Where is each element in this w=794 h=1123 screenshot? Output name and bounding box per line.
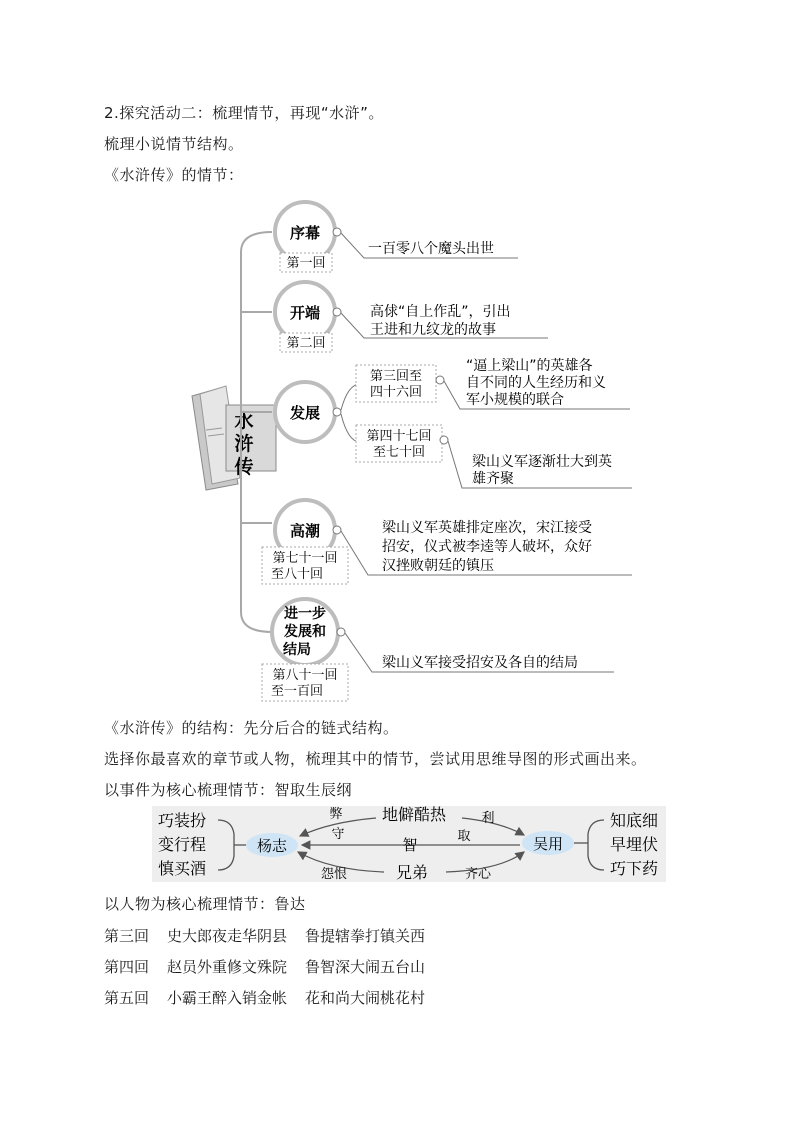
event-core-label: 以事件为核心梳理情节：智取生辰纲 — [104, 781, 353, 799]
stage-desc-line-2: 招安，仪式被李逵等人破坏，众好 — [382, 539, 592, 555]
chapter-row — [104, 956, 443, 977]
sub-chapter-line-1: 第三回至 — [369, 369, 423, 384]
book-title-char-3: 传 — [234, 456, 254, 478]
middle-right-label: 取 — [457, 829, 471, 844]
stage-chapter-line-1: 第八十一回 — [272, 668, 338, 683]
stage-name: 高潮 — [289, 522, 321, 540]
left-item: 变行程 — [158, 835, 207, 854]
bottom-left-label: 怨恨 — [320, 867, 348, 882]
book-title-char-1: 水 — [234, 410, 254, 432]
stage-chapter-line-1: 第七十一回 — [272, 551, 338, 566]
activity-heading: 2.探究活动二：梳理情节，再现“水浒”。 — [104, 104, 384, 122]
stage-name: 发展 — [289, 404, 321, 422]
sub-chapter-line-2: 四十六回 — [369, 385, 423, 400]
chapter-title-2: 鲁智深大闹五台山 — [305, 958, 426, 976]
chapter-title-2: 鲁提辖拳打镇关西 — [305, 927, 426, 945]
top-center-label: 地僻酷热 — [381, 805, 447, 824]
stage-chapter-line-2: 至一百回 — [270, 684, 324, 699]
chapter-title-1: 赵员外重修文殊院 — [167, 958, 288, 976]
sub-desc-line-2: 雄齐聚 — [472, 471, 514, 487]
stage-name: 开端 — [289, 304, 321, 322]
sub-chapter-line-1: 第四十七回 — [366, 429, 432, 444]
sub-desc-line-3: 军小规模的联合 — [466, 392, 564, 408]
sub-desc-line-1: 梁山义军逐渐壮大到英 — [472, 454, 612, 470]
chapter-number: 第三回 — [104, 927, 150, 945]
stage-name-line-3: 结局 — [283, 642, 311, 658]
stage-desc-line-1: 高俅“自上作乱”，引出 — [370, 304, 511, 320]
chapter-row — [104, 925, 443, 946]
stage-chapter: 第一回 — [286, 256, 326, 271]
stage-desc-line-2: 王进和九纹龙的故事 — [370, 322, 496, 338]
plot-label: 《水浒传》的情节： — [104, 166, 244, 184]
left-item: 巧装扮 — [158, 811, 207, 830]
chapter-title-1: 史大郎夜走华阴县 — [167, 927, 288, 945]
chapter-number: 第五回 — [104, 989, 150, 1007]
chapter-title-2: 花和尚大闹桃花村 — [305, 989, 426, 1007]
stage-desc: 梁山义军接受招安及各自的结局 — [382, 655, 578, 671]
sub-desc-line-2: 自不同的人生经历和义 — [466, 375, 606, 391]
right-node-label: 吴用 — [532, 835, 564, 853]
stage-chapter: 第二回 — [286, 336, 326, 351]
right-item: 巧下药 — [610, 859, 659, 878]
bottom-right-label: 齐心 — [464, 867, 492, 882]
middle-left-label: 守 — [331, 827, 345, 842]
instruction-structure: 梳理小说情节结构。 — [104, 135, 244, 153]
bottom-center-label: 兄弟 — [395, 863, 429, 882]
structure-summary: 《水浒传》的结构：先分后合的链式结构。 — [104, 719, 399, 737]
chapter-row — [104, 987, 443, 1008]
task-instruction: 选择你最喜欢的章节或人物，梳理其中的情节，尝试用思维导图的形式画出来。 — [104, 750, 647, 768]
top-left-label: 弊 — [329, 807, 343, 822]
right-item: 早埋伏 — [610, 835, 659, 854]
left-node-label: 杨志 — [256, 837, 288, 855]
stage-name: 序幕 — [289, 224, 321, 242]
sub-chapter-line-2: 至七十回 — [372, 445, 426, 460]
chapter-title-1: 小霸王醉入销金帐 — [167, 989, 288, 1007]
character-core-label: 以人物为核心梳理情节：鲁达 — [104, 895, 306, 913]
right-item: 知底细 — [610, 811, 659, 830]
chapter-number: 第四回 — [104, 958, 150, 976]
stage-desc: 一百零八个魔头出世 — [368, 241, 494, 257]
stage-name-line-2: 发展和 — [284, 624, 326, 640]
left-item: 慎买酒 — [158, 859, 207, 878]
top-right-label: 利 — [481, 811, 495, 826]
middle-center-label: 智 — [402, 836, 418, 854]
stage-chapter-line-2: 至八十回 — [270, 567, 324, 582]
sub-desc-line-1: “逼上梁山”的英雄各 — [466, 358, 593, 374]
book-title-char-2: 浒 — [234, 433, 254, 455]
stage-desc-line-1: 梁山义军英雄排定座次，宋江接受 — [382, 520, 592, 536]
stage-name-line-1: 进一步 — [284, 606, 326, 622]
stage-desc-line-3: 汉挫败朝廷的镇压 — [382, 558, 494, 574]
